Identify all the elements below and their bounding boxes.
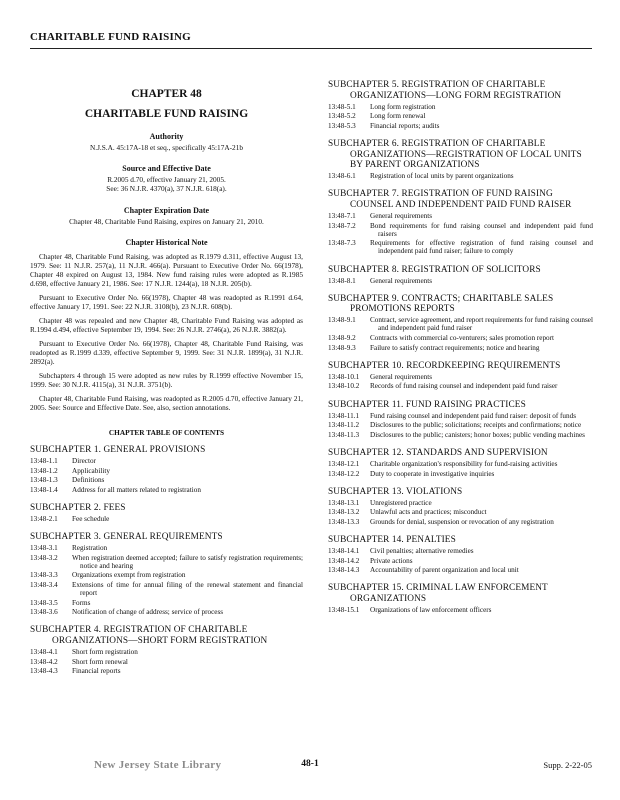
section-number: 13:48-4.1 (30, 648, 58, 656)
section-number: 13:48-5.1 (328, 102, 356, 111)
section-title: General requirements (370, 372, 433, 381)
history-heading: Chapter Historical Note (125, 237, 208, 247)
toc-section-row (328, 172, 593, 180)
chapter-title: CHARITABLE FUND RAISING (84, 108, 249, 120)
section-title: Organizations of law enforcement officers (370, 606, 492, 615)
toc-section-row (328, 508, 593, 516)
subchapter-heading: SUBCHAPTER 1. GENERAL PROVISIONS (30, 444, 206, 455)
history-paragraph: Pursuant to Executive Order No. 66(1978), Chapter 48, Charitable Fund Raising, was readopted as R.1999 d.339, effective September 9, 1999. See: 31 N.J.R. 1899(a), 31 N.J.R. 2892(a). (30, 338, 303, 366)
authority-text: N.J.S.A. 45:17A-18 et seq., specifically 45:17A-21b (89, 143, 243, 152)
toc-section-row (328, 518, 593, 526)
toc-section-row (30, 667, 303, 675)
toc-section-row (328, 277, 593, 285)
section-title: Registration of local units by parent organizations (370, 172, 514, 181)
expiration-heading: Chapter Expiration Date (123, 205, 210, 215)
toc-section-row (328, 421, 593, 429)
section-number: 13:48-13.3 (328, 517, 360, 526)
history-paragraph: Subchapters 4 through 15 were adopted as new rules by R.1999 effective November 15, 1999. See: 30 N.J.R. 4115(a), 31 N.J.R. 3751(b). (30, 370, 303, 389)
section-title: Forms (72, 598, 91, 607)
section-title: Organizations exempt from registration (72, 571, 186, 580)
section-number: 13:48-15.1 (328, 606, 360, 615)
toc-section-row (328, 557, 593, 565)
section-number: 13:48-14.2 (328, 556, 360, 565)
toc-section-row (328, 103, 593, 111)
source-line: R.2005 d.70, effective January 21, 2005. (107, 175, 226, 185)
toc-section-row (328, 460, 593, 468)
toc-section-row (30, 476, 303, 484)
toc-section-row (30, 608, 303, 616)
section-number: 13:48-12.2 (328, 469, 360, 478)
source-line: See: 36 N.J.R. 4370(a), 37 N.J.R. 618(a). (106, 184, 227, 194)
toc-section-row (30, 658, 303, 666)
toc-heading: CHAPTER TABLE OF CONTENTS (108, 427, 225, 437)
section-title: Short form registration (72, 648, 138, 656)
toc-section-row (30, 581, 303, 597)
section-number: 13:48-2.1 (30, 514, 58, 523)
section-title: Long form registration (370, 102, 436, 111)
section-number: 13:48-14.3 (328, 566, 360, 575)
section-number: 13:48-3.6 (30, 608, 58, 617)
section-title: Short form renewal (72, 657, 128, 666)
section-title: Duty to cooperate in investigative inquiries (370, 469, 495, 478)
toc-section-row (328, 382, 593, 390)
toc-section-row (328, 112, 593, 120)
right-column (328, 80, 593, 614)
toc-section-row (328, 222, 593, 238)
section-number: 13:48-9.3 (328, 343, 356, 352)
history-paragraph: Chapter 48, Charitable Fund Raising, was adopted as R.1979 d.311, effective August 13, 1979. See: 11 N.J.R. 257(a), 11 N.J.R. 466(a). Pursuant to Executive Order No. 66(1978), Chapter 48 expired on August 13, 1984. New fund raising rules were adopted as R.1985 d.698, effective January 21, 1986. See: 17 N.J.R. 1244(a), 18 N.J.R. 205(b). (30, 251, 303, 288)
left-column (30, 80, 303, 675)
toc-section-row (328, 239, 593, 255)
left-toc (30, 445, 303, 675)
authority-heading: Authority (149, 132, 184, 141)
section-number: 13:48-9.2 (328, 334, 356, 343)
toc-section-row (328, 212, 593, 220)
subchapter-heading: SUBCHAPTER 12. STANDARDS AND SUPERVISION (328, 447, 548, 458)
toc-section-row (328, 606, 593, 614)
toc-section-row (328, 566, 593, 574)
subchapter-heading: SUBCHAPTER 14. PENALTIES (328, 535, 456, 546)
section-number: 13:48-5.2 (328, 112, 356, 121)
section-title: Registration (72, 544, 108, 553)
toc-section-row (328, 316, 593, 332)
section-title: Applicability (72, 466, 110, 475)
toc-section-row (30, 544, 303, 552)
toc-section-row (30, 457, 303, 465)
library-watermark: New Jersey State Library (94, 759, 222, 771)
section-title: Contract, service agreement, and report requirements for fund raising counsel and independent paid fund raiser (370, 316, 593, 333)
subchapter-heading: SUBCHAPTER 9. CONTRACTS; CHARITABLE SALES PROMOTIONS REPORTS (328, 293, 554, 315)
section-number: 13:48-3.3 (30, 571, 58, 580)
toc-section-row (328, 547, 593, 555)
toc-section-row (30, 599, 303, 607)
section-number: 13:48-3.5 (30, 598, 58, 607)
subchapter-heading: SUBCHAPTER 15. CRIMINAL LAW ENFORCEMENT ORGANIZATIONS (328, 583, 548, 605)
toc-section-row (30, 571, 303, 579)
section-title: Bond requirements for fund raising counsel and independent paid fund raisers (370, 221, 593, 238)
section-title: Grounds for denial, suspension or revocation of any registration (370, 517, 554, 526)
subchapter-heading: SUBCHAPTER 10. RECORDKEEPING REQUIREMENTS (328, 360, 561, 371)
section-title: When registration deemed accepted; failure to satisfy registration requirements; notice and hearing (72, 553, 303, 570)
toc-section-row (328, 334, 593, 342)
toc-section-row (30, 554, 303, 570)
right-toc (328, 80, 593, 614)
expiration-text: Chapter 48, Charitable Fund Raising, expires on January 21, 2010. (69, 216, 264, 226)
section-number: 13:48-11.2 (328, 421, 360, 430)
supplement-date: Supp. 2-22-05 (543, 760, 592, 770)
section-number: 13:48-10.2 (328, 382, 360, 391)
toc-section-row (328, 412, 593, 420)
toc-section-row (328, 499, 593, 507)
section-number: 13:48-9.1 (328, 316, 356, 325)
toc-section-row (328, 431, 593, 439)
section-title: Address for all matters related to registration (72, 485, 201, 494)
section-title: Unregistered practice (370, 498, 432, 507)
history-paragraph: Chapter 48 was repealed and new Chapter 48, Charitable Fund Raising was adopted as R.1994 d.494, effective September 19, 1994. See: 26 N.J.R. 2746(a), 26 N.J.R. 3882(a). (30, 315, 303, 334)
section-number: 13:48-14.1 (328, 547, 360, 556)
section-number: 13:48-5.3 (328, 121, 356, 130)
section-title: Financial reports; audits (370, 121, 440, 130)
section-title: Accountability of parent organization and local unit (370, 566, 519, 575)
subchapter-heading: SUBCHAPTER 8. REGISTRATION OF SOLICITORS (328, 264, 541, 275)
section-number: 13:48-13.1 (328, 498, 360, 507)
section-number: 13:48-8.1 (328, 276, 356, 285)
section-number: 13:48-6.1 (328, 172, 356, 181)
section-number: 13:48-7.2 (328, 221, 356, 230)
section-number: 13:48-7.3 (328, 239, 356, 248)
section-title: Requirements for effective registration of fund raising counsel and independent paid fund raiser; failure to comply (370, 239, 593, 256)
page-number: 48-1 (301, 759, 319, 769)
source-heading: Source and Effective Date (122, 164, 211, 174)
subchapter-heading: SUBCHAPTER 3. GENERAL REQUIREMENTS (30, 531, 223, 542)
toc-section-row (30, 486, 303, 494)
section-number: 13:48-10.1 (328, 372, 360, 381)
section-title: Definitions (72, 476, 105, 485)
subchapter-heading: SUBCHAPTER 5. REGISTRATION OF CHARITABLE ORGANIZATIONS—LONG FORM REGISTRATION (328, 80, 562, 101)
subchapter-heading: SUBCHAPTER 13. VIOLATIONS (328, 486, 463, 497)
toc-section-row (328, 373, 593, 381)
section-title: Director (72, 456, 96, 465)
header-rule (30, 48, 592, 49)
section-number: 13:48-13.2 (328, 508, 360, 517)
section-number: 13:48-3.4 (30, 580, 58, 589)
section-title: Private actions (370, 556, 413, 565)
section-title: Failure to satisfy contract requirements; notice and hearing (370, 343, 540, 352)
section-title: Records of fund raising counsel and independent paid fund raiser (370, 382, 558, 391)
history-paragraph: Pursuant to Executive Order No. 66(1978), Chapter 48 was readopted as R.1991 d.64, effective January 17, 1991. See: 22 N.J.R. 3108(b), 23 N.J.R. 608(b). (30, 292, 303, 311)
section-number: 13:48-11.3 (328, 430, 360, 439)
section-title: Disclosures to the public; canisters; honor boxes; public vending machines (370, 430, 585, 439)
section-number: 13:48-7.1 (328, 212, 356, 221)
subchapter-heading: SUBCHAPTER 11. FUND RAISING PRACTICES (328, 399, 526, 410)
section-title: Extensions of time for annual filing of the renewal statement and financial report (72, 580, 303, 598)
section-number: 13:48-1.2 (30, 466, 58, 475)
section-title: Unlawful acts and practices; misconduct (370, 508, 487, 517)
section-title: Contracts with commercial co-venturers; sales promotion report (370, 334, 555, 343)
subchapter-heading: SUBCHAPTER 7. REGISTRATION OF FUND RAISING COUNSEL AND INDEPENDENT PAID FUND RAISER (328, 189, 572, 210)
section-number: 13:48-1.3 (30, 476, 58, 485)
toc-section-row (328, 122, 593, 130)
section-title: General requirements (370, 212, 433, 221)
section-number: 13:48-3.2 (30, 553, 58, 562)
subchapter-heading: SUBCHAPTER 6. REGISTRATION OF CHARITABLE ORGANIZATIONS—REGISTRATION OF LOCAL UNITS BY PARENT ORGANIZATIONS (328, 138, 582, 171)
history-paragraph: Chapter 48, Charitable Fund Raising, was readopted as R.2005 d.70, effective January 21, 2005. See: Source and Effective Date. See, also, section annotations. (30, 393, 303, 412)
section-title: Charitable organization's responsibility for fund-raising activities (370, 460, 558, 468)
toc-section-row (30, 467, 303, 475)
section-title: Civil penalties; alternative remedies (370, 547, 474, 556)
toc-section-row (328, 470, 593, 478)
section-number: 13:48-1.4 (30, 485, 58, 494)
section-title: Disclosures to the public; solicitations; receipts and confirmations; notice (370, 421, 582, 430)
subchapter-heading: SUBCHAPTER 4. REGISTRATION OF CHARITABLE ORGANIZATIONS—SHORT FORM REGISTRATION (30, 625, 268, 646)
section-number: 13:48-3.1 (30, 544, 58, 553)
running-head: CHARITABLE FUND RAISING (30, 31, 191, 43)
section-number: 13:48-11.1 (328, 411, 360, 420)
toc-section-row (328, 344, 593, 352)
section-title: Fund raising counsel and independent paid fund raiser: deposit of funds (370, 411, 576, 420)
section-number: 13:48-4.2 (30, 657, 58, 666)
section-title: General requirements (370, 276, 433, 285)
section-title: Fee schedule (72, 514, 110, 523)
chapter-number: CHAPTER 48 (131, 88, 202, 100)
section-number: 13:48-4.3 (30, 667, 58, 676)
section-title: Financial reports (72, 667, 121, 676)
section-title: Notification of change of address; service of process (72, 608, 224, 617)
section-number: 13:48-1.1 (30, 456, 58, 465)
toc-section-row (30, 648, 303, 656)
section-title: Long form renewal (370, 112, 426, 121)
section-number: 13:48-12.1 (328, 460, 360, 468)
subchapter-heading: SUBCHAPTER 2. FEES (30, 502, 126, 513)
toc-section-row (30, 515, 303, 523)
